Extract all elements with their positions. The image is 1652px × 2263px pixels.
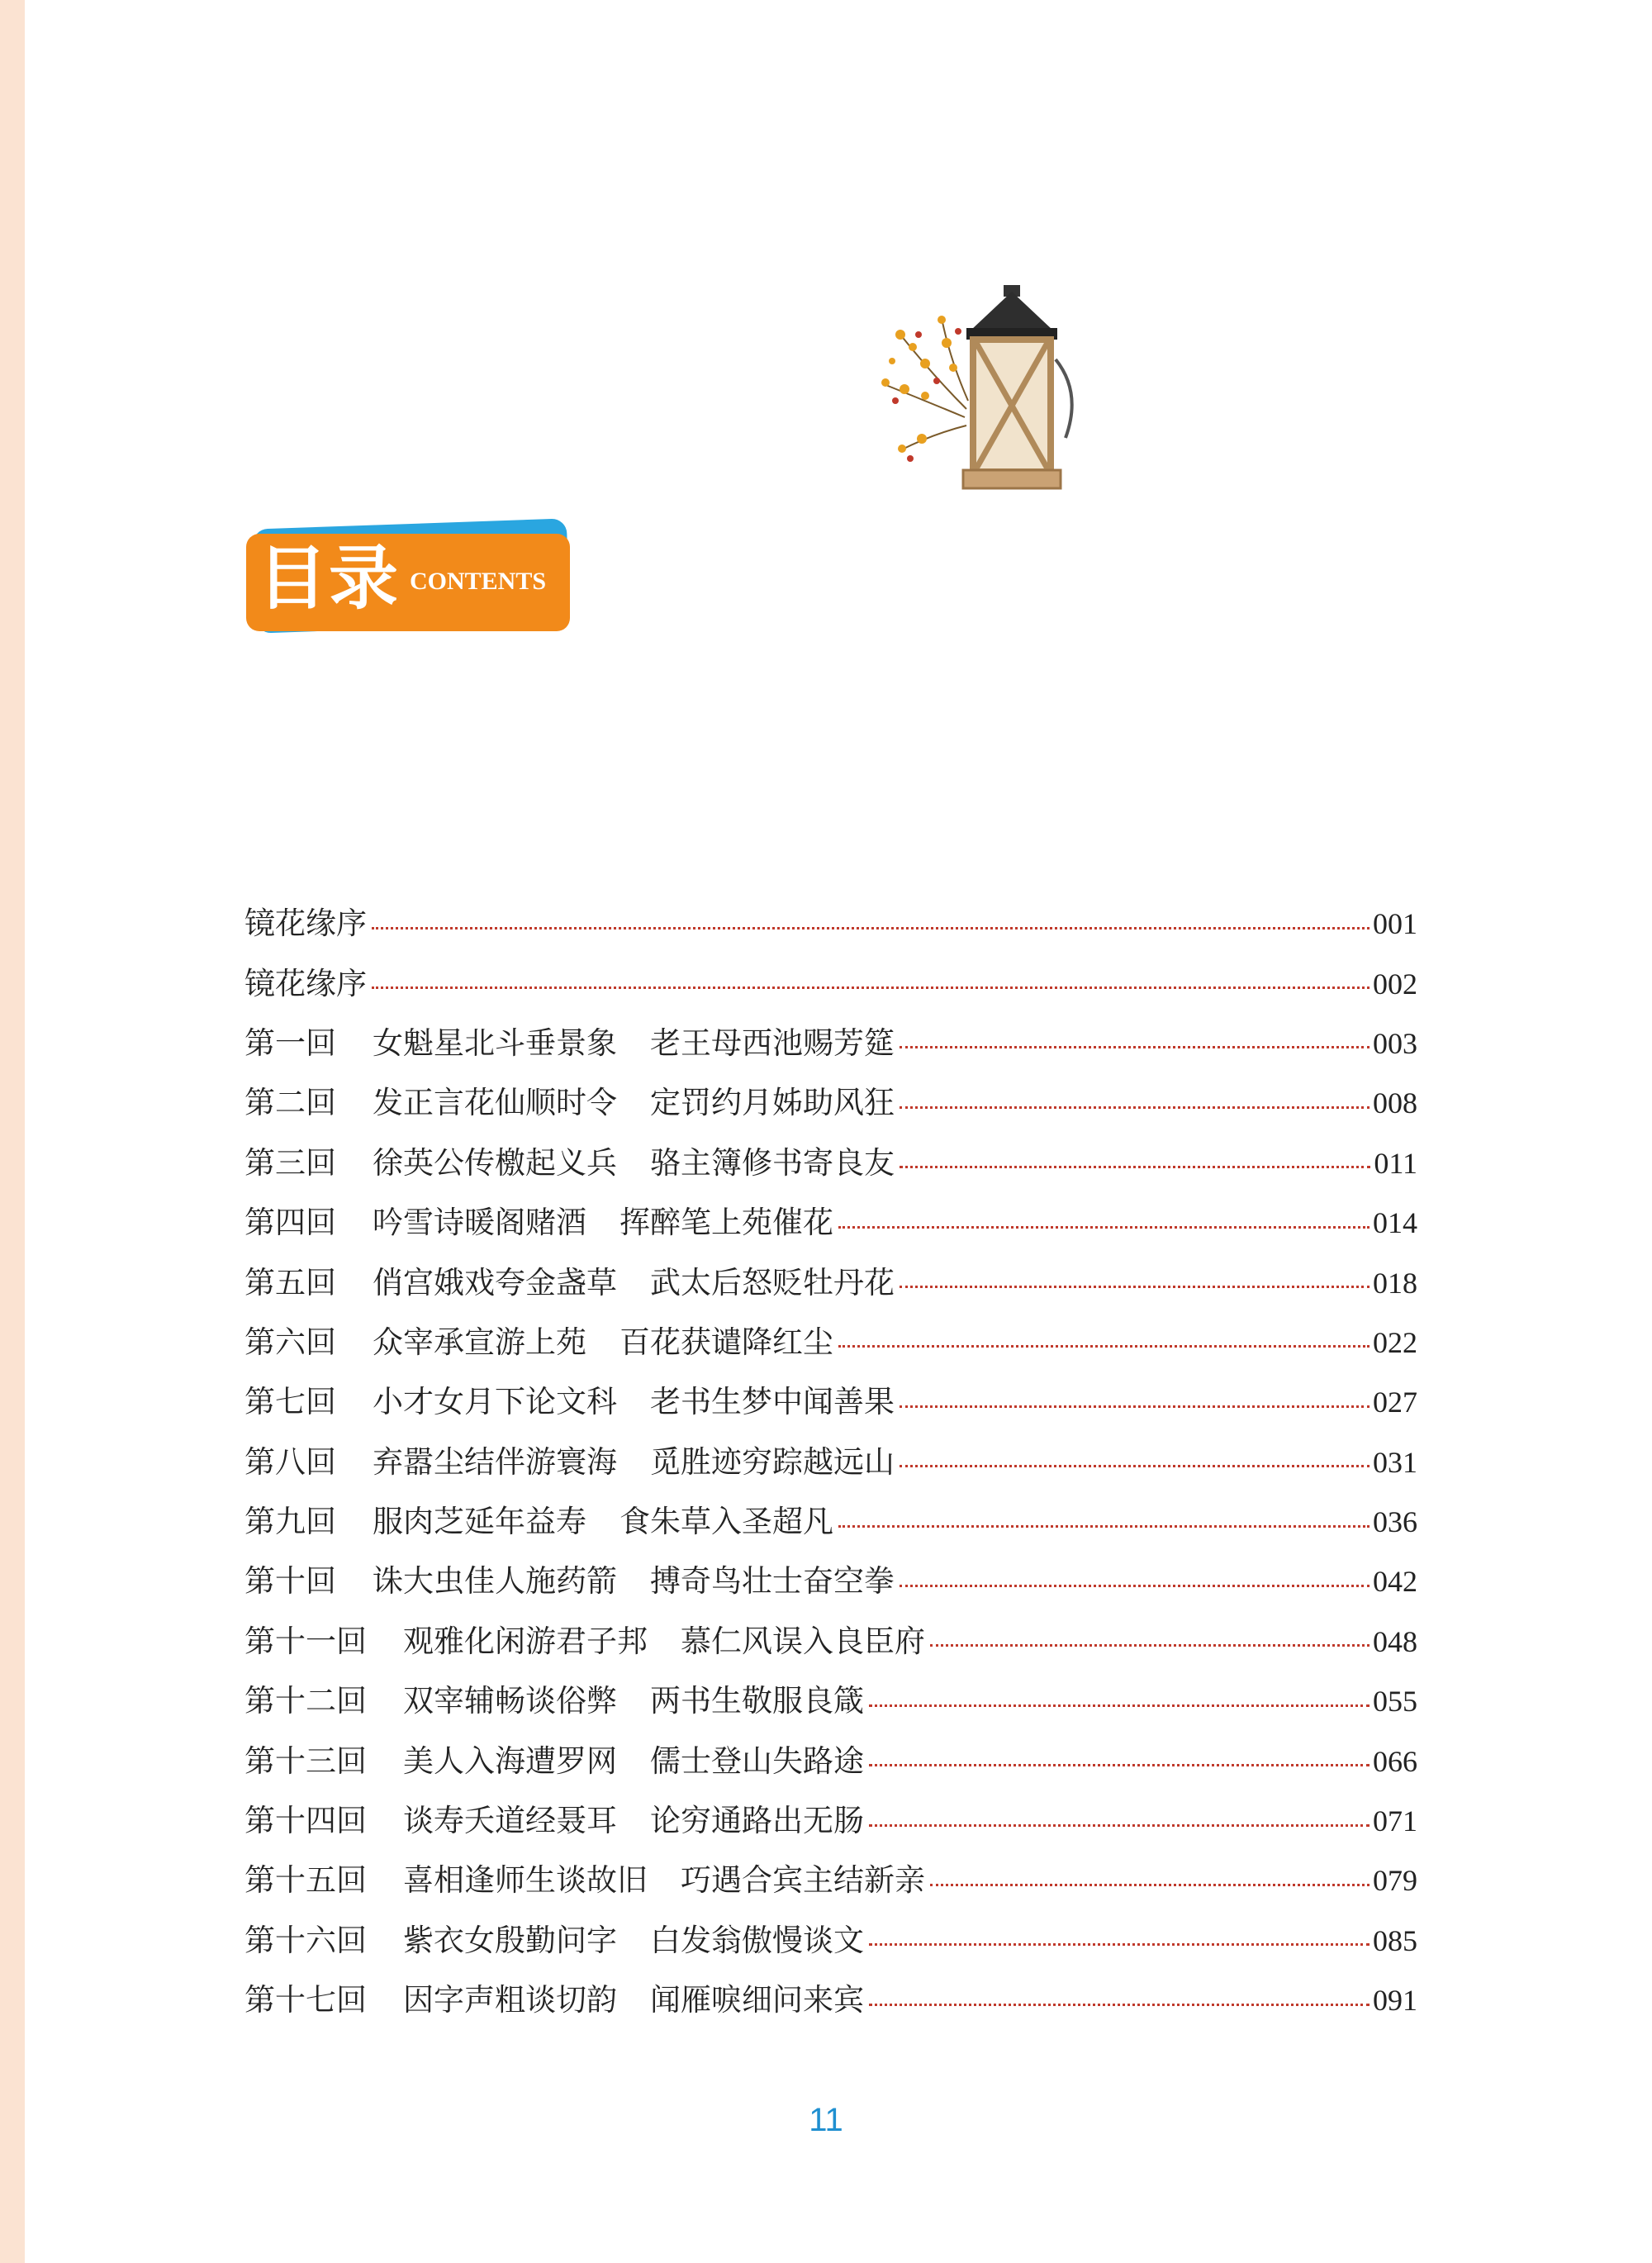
toc-title-first-line: 服肉芝延年益寿 bbox=[373, 1504, 586, 1540]
toc-chapter-number: 第五回 bbox=[244, 1264, 336, 1300]
toc-page-number: 055 bbox=[1373, 1685, 1417, 1719]
toc-entry[interactable] bbox=[244, 1014, 1417, 1073]
toc-entry[interactable] bbox=[244, 1073, 1417, 1133]
dot-leader bbox=[372, 927, 1370, 929]
contents-title-badge bbox=[246, 519, 577, 639]
contents-subtitle: CONTENTS bbox=[410, 568, 547, 595]
toc-chapter-number: 第三回 bbox=[244, 1144, 336, 1181]
toc-title-first-line: 俏宫娥戏夸金盏草 bbox=[373, 1264, 617, 1300]
toc-page-number: 027 bbox=[1373, 1386, 1417, 1419]
toc-entry[interactable] bbox=[244, 1971, 1417, 2030]
toc-entry[interactable] bbox=[244, 1193, 1417, 1253]
dot-leader bbox=[900, 1166, 1370, 1168]
toc-title-second-line: 食朱草入圣超凡 bbox=[620, 1504, 833, 1540]
toc-page-number: 001 bbox=[1373, 907, 1417, 941]
toc-title-second-line: 搏奇鸟壮士奋空拳 bbox=[650, 1563, 895, 1600]
toc-title-second-line: 觅胜迹穷踪越远山 bbox=[650, 1443, 895, 1480]
toc-entry[interactable] bbox=[244, 953, 1417, 1013]
toc-title-first-line: 观雅化闲游君子邦 bbox=[403, 1623, 648, 1659]
toc-chapter-number: 第十七回 bbox=[244, 1982, 367, 2018]
toc-title-first-line: 谈寿夭道经聂耳 bbox=[403, 1803, 617, 1839]
toc-chapter-number: 第八回 bbox=[244, 1443, 336, 1480]
toc-title-first-line: 众宰承宣游上苑 bbox=[373, 1324, 586, 1360]
dot-leader bbox=[900, 1046, 1370, 1048]
dot-leader bbox=[869, 1824, 1370, 1827]
toc-chapter-number: 镜花缘序 bbox=[244, 965, 367, 1001]
toc-page-number: 048 bbox=[1373, 1624, 1417, 1658]
toc-title-first-line: 徐英公传檄起义兵 bbox=[373, 1144, 617, 1181]
toc-title-second-line: 老书生梦中闻善果 bbox=[650, 1384, 895, 1420]
toc-page-number: 085 bbox=[1373, 1923, 1417, 1957]
toc-chapter-number: 第十一回 bbox=[244, 1623, 367, 1659]
toc-chapter-number: 第七回 bbox=[244, 1384, 336, 1420]
dot-leader bbox=[372, 986, 1370, 989]
page-number: 11 bbox=[809, 2102, 843, 2138]
toc-title-second-line: 闻雁唳细问来宾 bbox=[650, 1982, 864, 2018]
dot-leader bbox=[838, 1226, 1370, 1229]
toc-entry[interactable] bbox=[244, 1253, 1417, 1312]
toc-page-number: 008 bbox=[1373, 1086, 1417, 1120]
toc-page-number: 018 bbox=[1373, 1266, 1417, 1300]
toc-title-second-line: 巧遇合宾主结新亲 bbox=[681, 1862, 925, 1899]
dot-leader bbox=[838, 1345, 1370, 1348]
toc-title-first-line: 吟雪诗暖阁赌酒 bbox=[373, 1205, 586, 1241]
toc-chapter-number: 第二回 bbox=[244, 1085, 336, 1121]
table-of-contents bbox=[244, 894, 1417, 2030]
toc-entry[interactable] bbox=[244, 894, 1417, 953]
dot-leader bbox=[900, 1106, 1370, 1109]
dot-leader bbox=[900, 1286, 1370, 1288]
dot-leader bbox=[930, 1884, 1370, 1886]
toc-chapter-number: 第九回 bbox=[244, 1504, 336, 1540]
dot-leader bbox=[900, 1465, 1370, 1467]
dot-leader bbox=[838, 1525, 1370, 1528]
toc-entry[interactable] bbox=[244, 1134, 1417, 1193]
dot-leader bbox=[869, 1704, 1370, 1707]
toc-title-first-line: 紫衣女殷勤问字 bbox=[403, 1922, 617, 1958]
toc-title-first-line: 弃嚣尘结伴游寰海 bbox=[373, 1443, 617, 1480]
toc-title-first-line: 双宰辅畅谈俗弊 bbox=[403, 1683, 617, 1719]
toc-page-number: 031 bbox=[1373, 1445, 1417, 1479]
toc-page-number: 011 bbox=[1374, 1146, 1417, 1180]
toc-page-number: 071 bbox=[1373, 1804, 1417, 1838]
contents-title: 目录 bbox=[258, 538, 401, 619]
side-strip bbox=[0, 0, 25, 2263]
toc-title-second-line: 儒士登山失路途 bbox=[650, 1742, 864, 1779]
toc-title-first-line: 诛大虫佳人施药箭 bbox=[373, 1563, 617, 1600]
toc-chapter-number: 第十六回 bbox=[244, 1922, 367, 1958]
toc-entry[interactable] bbox=[244, 1372, 1417, 1432]
dot-leader bbox=[900, 1585, 1370, 1587]
toc-title-second-line: 论穷通路出无肠 bbox=[650, 1803, 864, 1839]
toc-entry[interactable] bbox=[244, 1612, 1417, 1671]
lantern-illustration bbox=[867, 285, 1115, 504]
toc-title-second-line: 骆主簿修书寄良友 bbox=[650, 1144, 895, 1181]
toc-chapter-number: 第四回 bbox=[244, 1205, 336, 1241]
toc-title-first-line: 发正言花仙顺时令 bbox=[373, 1085, 617, 1121]
toc-title-first-line: 美人入海遭罗网 bbox=[403, 1742, 617, 1779]
toc-entry[interactable] bbox=[244, 1433, 1417, 1492]
toc-entry[interactable] bbox=[244, 1552, 1417, 1611]
toc-entry[interactable] bbox=[244, 1731, 1417, 1790]
toc-chapter-number: 第一回 bbox=[244, 1025, 336, 1061]
toc-chapter-number: 第十五回 bbox=[244, 1862, 367, 1899]
toc-chapter-number: 第六回 bbox=[244, 1324, 336, 1360]
toc-entry[interactable] bbox=[244, 1313, 1417, 1372]
toc-title-second-line: 定罚约月姊助风狂 bbox=[650, 1085, 895, 1121]
toc-chapter-number: 第十四回 bbox=[244, 1803, 367, 1839]
toc-entry[interactable] bbox=[244, 1911, 1417, 1971]
toc-entry[interactable] bbox=[244, 1851, 1417, 1910]
toc-page-number: 014 bbox=[1373, 1206, 1417, 1240]
toc-entry[interactable] bbox=[244, 1791, 1417, 1851]
toc-title-second-line: 老王母西池赐芳筵 bbox=[650, 1025, 895, 1061]
toc-title-first-line: 喜相逢师生谈故旧 bbox=[403, 1862, 648, 1899]
toc-page-number: 036 bbox=[1373, 1505, 1417, 1539]
toc-chapter-number: 第十二回 bbox=[244, 1683, 367, 1719]
toc-title-first-line: 女魁星北斗垂景象 bbox=[373, 1025, 617, 1061]
toc-entry[interactable] bbox=[244, 1492, 1417, 1552]
toc-title-second-line: 挥醉笔上苑催花 bbox=[620, 1205, 833, 1241]
dot-leader bbox=[869, 2004, 1370, 2006]
toc-chapter-number: 第十三回 bbox=[244, 1742, 367, 1779]
toc-page-number: 042 bbox=[1373, 1565, 1417, 1599]
toc-title-first-line: 小才女月下论文科 bbox=[373, 1384, 617, 1420]
toc-page-number: 079 bbox=[1373, 1864, 1417, 1898]
dot-leader bbox=[930, 1644, 1370, 1647]
toc-chapter-number: 第十回 bbox=[244, 1563, 336, 1600]
toc-title-second-line: 武太后怒贬牡丹花 bbox=[650, 1264, 895, 1300]
toc-title-first-line: 因字声粗谈切韵 bbox=[403, 1982, 617, 2018]
toc-title-second-line: 两书生敬服良箴 bbox=[650, 1683, 864, 1719]
dot-leader bbox=[869, 1764, 1370, 1766]
toc-title-second-line: 慕仁风误入良臣府 bbox=[681, 1623, 925, 1659]
toc-page-number: 002 bbox=[1373, 967, 1417, 1001]
toc-page-number: 003 bbox=[1373, 1026, 1417, 1060]
toc-chapter-number: 镜花缘序 bbox=[244, 906, 367, 942]
toc-page-number: 066 bbox=[1373, 1744, 1417, 1778]
dot-leader bbox=[869, 1943, 1370, 1946]
toc-page-number: 091 bbox=[1373, 1984, 1417, 2018]
toc-title-second-line: 白发翁傲慢谈文 bbox=[650, 1922, 864, 1958]
toc-page-number: 022 bbox=[1373, 1325, 1417, 1359]
toc-title-second-line: 百花获谴降红尘 bbox=[620, 1324, 833, 1360]
toc-entry[interactable] bbox=[244, 1671, 1417, 1731]
dot-leader bbox=[900, 1405, 1370, 1408]
